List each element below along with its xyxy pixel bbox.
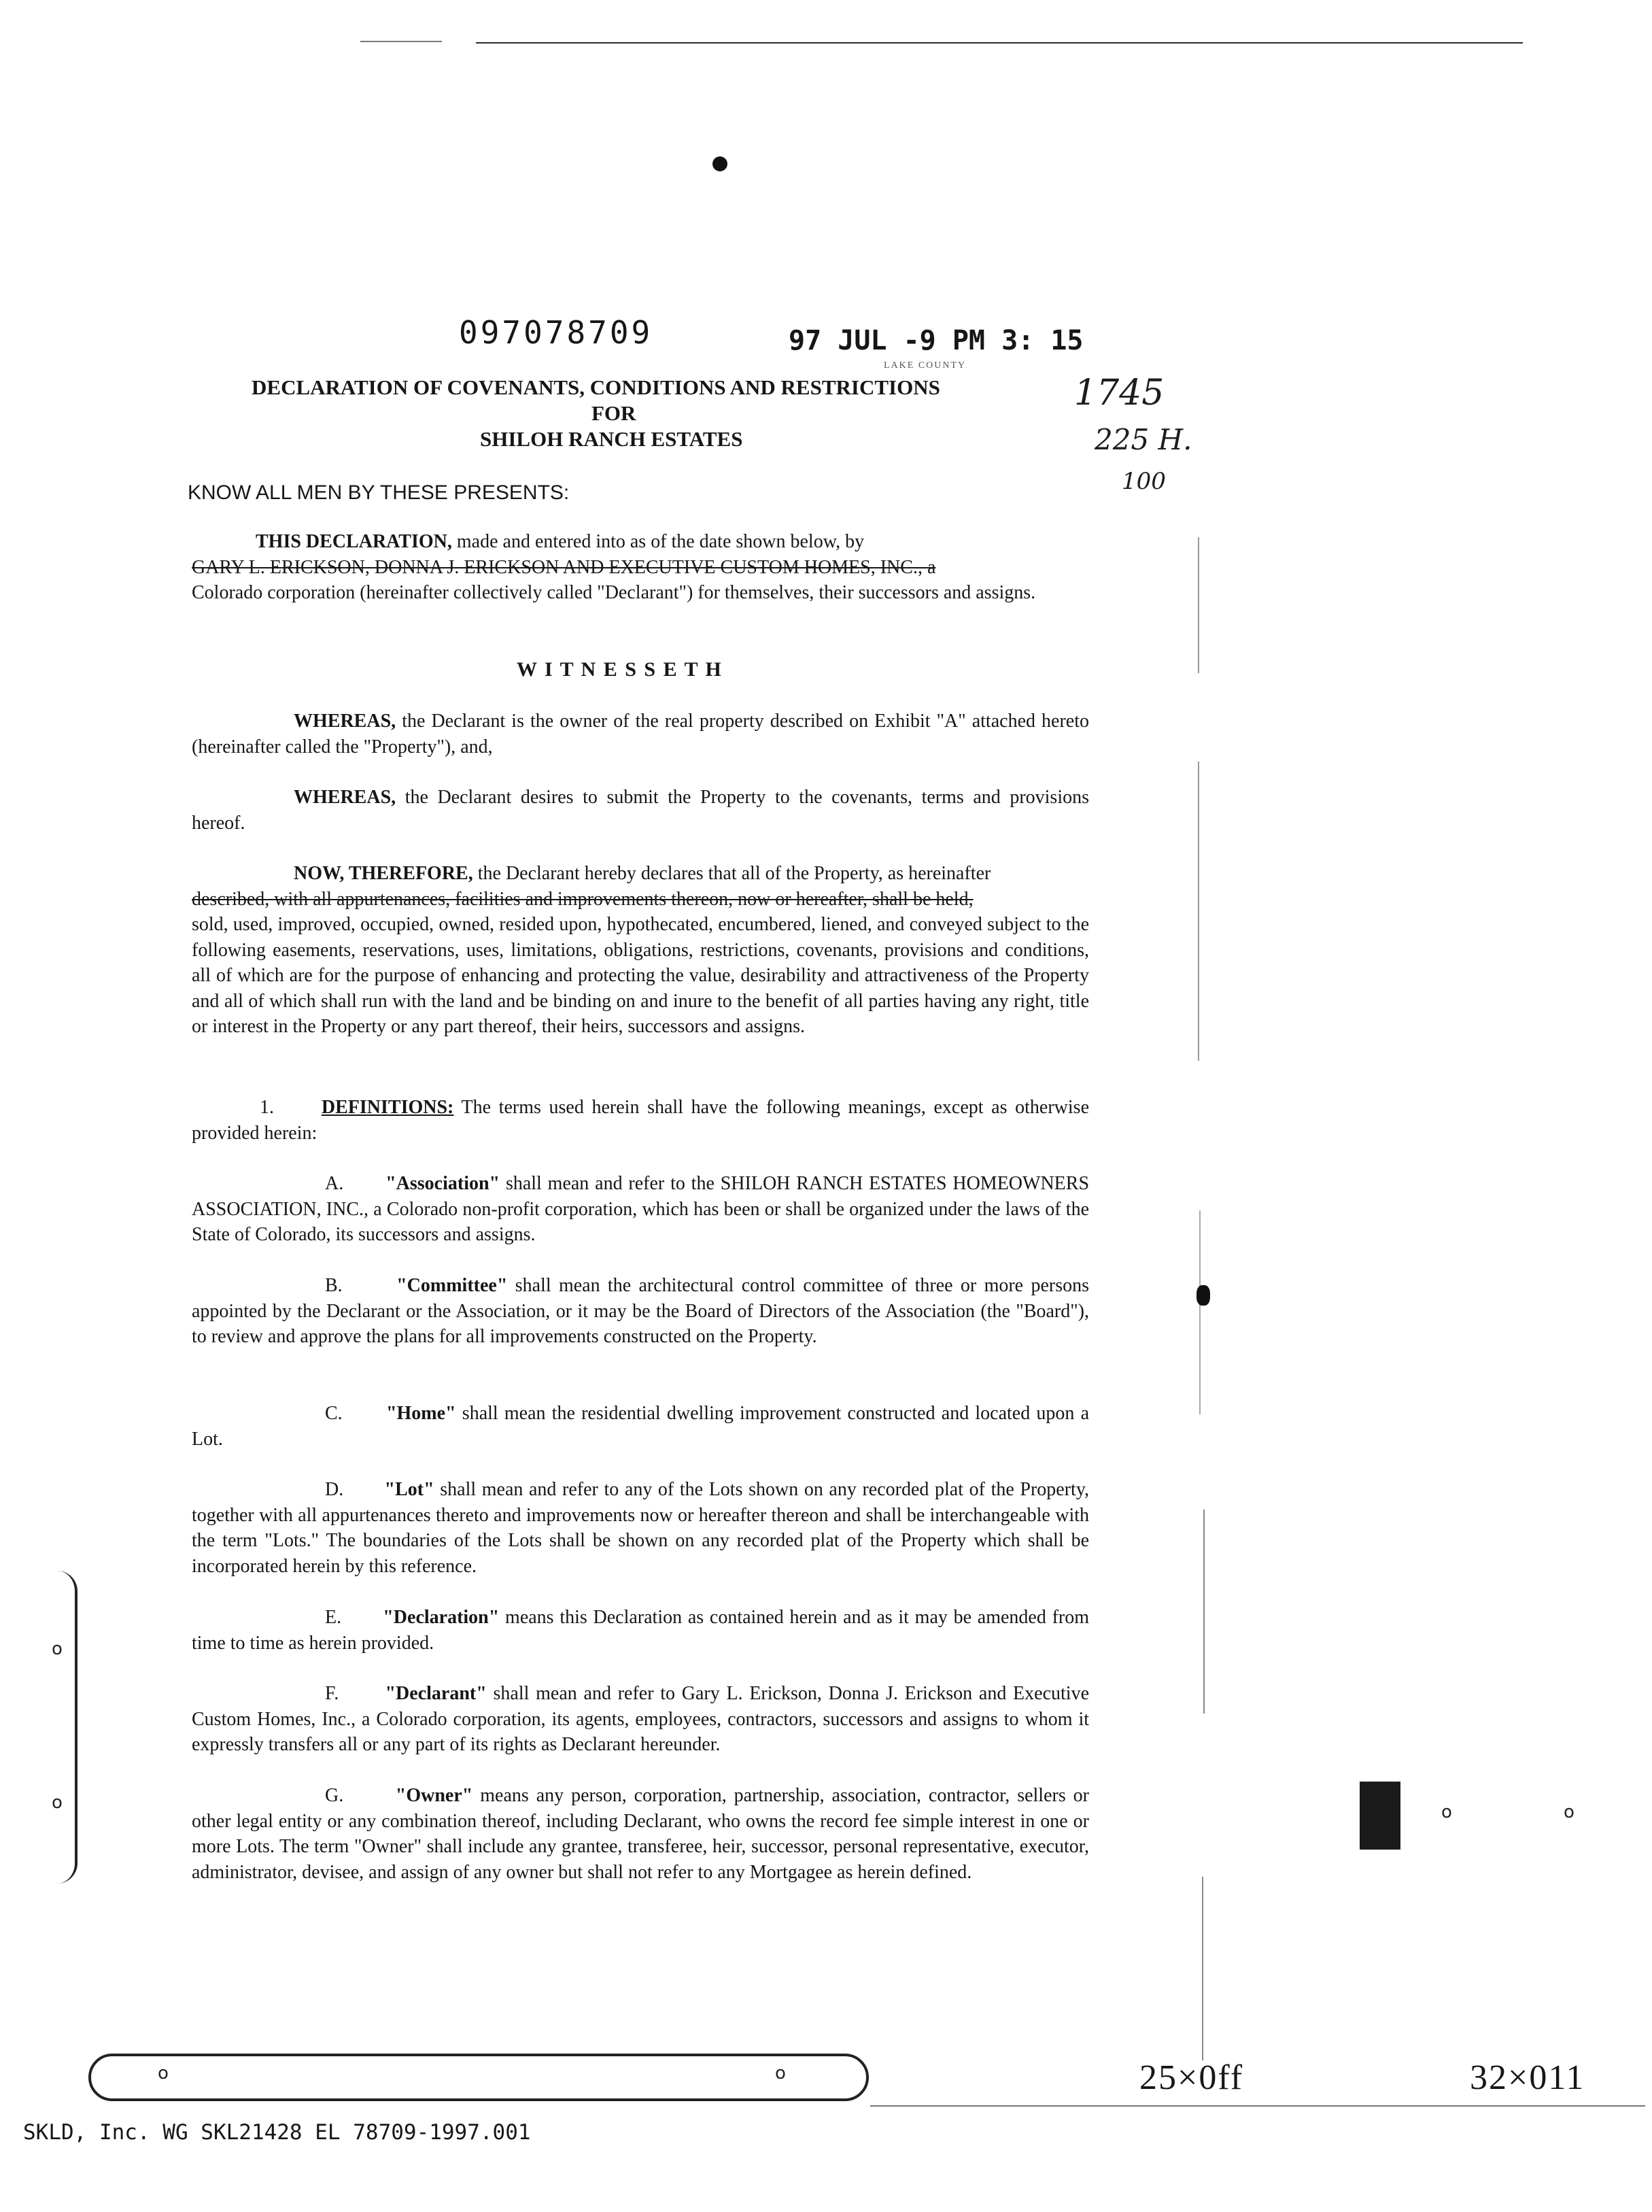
- handwritten-number-1: 1745: [1074, 373, 1165, 413]
- footer-reference: SKLD, Inc. WG SKL21428 EL 78709-1997.001: [23, 2120, 531, 2145]
- definition-g-term: "Owner": [395, 1785, 473, 1806]
- bottom-punch-hole-2: o: [775, 2063, 786, 2083]
- filing-stamp: 97 JUL -9 PM 3: 15: [789, 325, 1084, 356]
- definition-f-text: shall mean and refer to Gary L. Erickson, Donna J. Erickson and Executive Custom Homes, Inc., a Colorado corporation, its agents, employees, contractors, successors and assigns to whom it expressly transfers all or any part of its rights as Declarant hereunder.: [192, 1683, 1090, 1755]
- definition-d-text: shall mean and refer to any of the Lots shown on any recorded plat of the Property, together with all appurtenances thereto and improvements now or hereafter thereon and shall be interchangeable with the term "Lots." The boundaries of the Lots shall be shown on any recorded plat of the Property which shall be incorporated herein by this reference.: [192, 1479, 1089, 1577]
- definition-e-text: means this Declaration as contained herein and as it may be amended from time to time as herein provided.: [192, 1607, 1089, 1654]
- scan-top-dash: [360, 41, 442, 42]
- now-therefore-paragraph: [192, 861, 1089, 1040]
- section-1-number: 1.: [260, 1097, 274, 1118]
- bottom-scan-line: [870, 2105, 1645, 2107]
- handwritten-number-2: 225 H.: [1095, 423, 1192, 456]
- definition-g: [192, 1783, 1089, 1885]
- right-margin-mark-5: [1202, 1877, 1203, 2060]
- definition-b-term: "Committee": [396, 1275, 508, 1296]
- scan-top-line: [476, 42, 1523, 44]
- definition-e: [192, 1605, 1089, 1656]
- now-therefore-struck-line: described, with all appurtenances, facilities and improvements thereon, now or hereafter, shall be held,: [192, 888, 974, 910]
- county-stamp: LAKE COUNTY: [884, 360, 967, 371]
- definition-d-letter: D.: [325, 1479, 344, 1500]
- left-bracket-mark: [48, 1571, 78, 1884]
- right-margin-mark-1: [1198, 537, 1199, 673]
- bottom-punch-hole-1: o: [158, 2063, 169, 2083]
- declaration-text-2: Colorado corporation (hereinafter collectively called "Declarant") for themselves, their successors and assigns.: [192, 582, 1036, 603]
- intro-line: KNOW ALL MEN BY THESE PRESENTS:: [188, 481, 570, 504]
- whereas-2-text: the Declarant desires to submit the Property to the covenants, terms and provisions hereof.: [192, 787, 1089, 834]
- handwritten-number-3: 100: [1122, 468, 1166, 495]
- now-therefore-lead: NOW, THEREFORE,: [294, 863, 473, 884]
- definition-f-term: "Declarant": [385, 1683, 487, 1704]
- whereas-1-text: the Declarant is the owner of the real property described on Exhibit "A" attached hereto (hereinafter called the "Property"), and,: [192, 711, 1089, 758]
- definition-c-letter: C.: [325, 1403, 343, 1424]
- size-mark-2: 32×011: [1470, 2058, 1585, 2097]
- definition-e-term: "Declaration": [383, 1607, 500, 1628]
- section-1-text: The terms used herein shall have the following meanings, except as otherwise provided herein:: [192, 1097, 1089, 1144]
- film-marker-block: [1360, 1782, 1400, 1850]
- definition-g-letter: G.: [325, 1785, 344, 1806]
- title-line-1: DECLARATION OF COVENANTS, CONDITIONS AND RESTRICTIONS: [252, 375, 940, 399]
- bottom-film-strip: [88, 2054, 869, 2101]
- title-line-2: FOR: [591, 401, 636, 425]
- definition-e-letter: E.: [325, 1607, 342, 1628]
- now-therefore-text-2: sold, used, improved, occupied, owned, resided upon, hypothecated, encumbered, liened, and conveyed subject to the following easements, reservations, uses, limitations, obligations, restrictions, covenants, provisions and conditions, all of which are for the purpose of enhancing and protecting the value, desirability and attractiveness of the Property and all of which shall run with the land and be binding on and inure to the benefit of all parties having any right, title or interest in the Property or any part thereof, their heirs, successors and assigns.: [192, 914, 1089, 1037]
- now-therefore-text-1: the Declarant hereby declares that all of the Property, as hereinafter: [472, 863, 991, 884]
- definition-a: [192, 1171, 1089, 1248]
- whereas-2-lead: WHEREAS,: [294, 787, 396, 808]
- declaration-paragraph: [192, 529, 1089, 606]
- title-line-3: SHILOH RANCH ESTATES: [480, 427, 743, 451]
- right-punch-hole-2: o: [1564, 1802, 1574, 1822]
- definition-c-term: "Home": [385, 1403, 456, 1424]
- declaration-text-1: made and entered into as of the date shown below, by: [451, 531, 865, 552]
- right-margin-mark-4: [1203, 1510, 1205, 1714]
- declaration-lead: THIS DECLARATION,: [256, 531, 452, 552]
- definition-b-text: shall mean the architectural control committee of three or more persons appointed by the Declarant or the Association, or it may be the Board of Directors of the Association (the "Board"), to review and approve the plans for all improvements constructed on the Property.: [192, 1275, 1089, 1347]
- left-punch-hole-2: o: [52, 1792, 63, 1813]
- right-punch-hole-1: o: [1441, 1802, 1452, 1822]
- whereas-1-lead: WHEREAS,: [294, 711, 396, 732]
- right-margin-blot: [1197, 1285, 1210, 1306]
- section-1-heading: DEFINITIONS:: [321, 1097, 454, 1118]
- definition-b-letter: B.: [325, 1275, 343, 1296]
- left-punch-hole-1: o: [52, 1639, 63, 1659]
- section-1-paragraph: [192, 1095, 1089, 1146]
- definition-c: [192, 1401, 1089, 1452]
- definition-g-text: means any person, corporation, partnership, association, contractor, sellers or other legal entity or any combination thereof, including Declarant, who owns the record fee simple interest in one or more Lots. The term "Owner" shall include any grantee, transferee, heir, successor, personal representative, executor, administrator, devisee, and assign of any owner but shall not refer to any Mortgagee as herein defined.: [192, 1785, 1089, 1883]
- declaration-struck-line: GARY L. ERICKSON, DONNA J. ERICKSON AND EXECUTIVE CUSTOM HOMES, INC., a: [192, 556, 936, 578]
- whereas-paragraph-1: [192, 709, 1089, 760]
- definition-f: [192, 1681, 1089, 1758]
- definition-a-term: "Association": [385, 1173, 500, 1194]
- witnesseth-heading: W I T N E S S E T H: [517, 658, 723, 681]
- definition-c-text: shall mean the residential dwelling improvement constructed and located upon a Lot.: [192, 1403, 1090, 1450]
- right-margin-mark-3: [1199, 1210, 1201, 1414]
- whereas-paragraph-2: [192, 785, 1089, 836]
- definition-d-term: "Lot": [384, 1479, 434, 1500]
- document-number: 097078709: [459, 314, 653, 351]
- definition-a-text: shall mean and refer to the SHILOH RANCH ESTATES HOMEOWNERS ASSOCIATION, INC., a Colorado non-profit corporation, which has been or shall be organized under the laws of the State of Colorado, its successors and assigns.: [192, 1173, 1090, 1245]
- scan-dot: [712, 156, 727, 171]
- definition-d: [192, 1477, 1089, 1579]
- size-mark-1: 25×0ff: [1139, 2058, 1244, 2097]
- definition-f-letter: F.: [325, 1683, 339, 1704]
- right-margin-mark-2: [1198, 762, 1199, 1061]
- definition-a-letter: A.: [325, 1173, 344, 1194]
- definition-b: [192, 1273, 1089, 1350]
